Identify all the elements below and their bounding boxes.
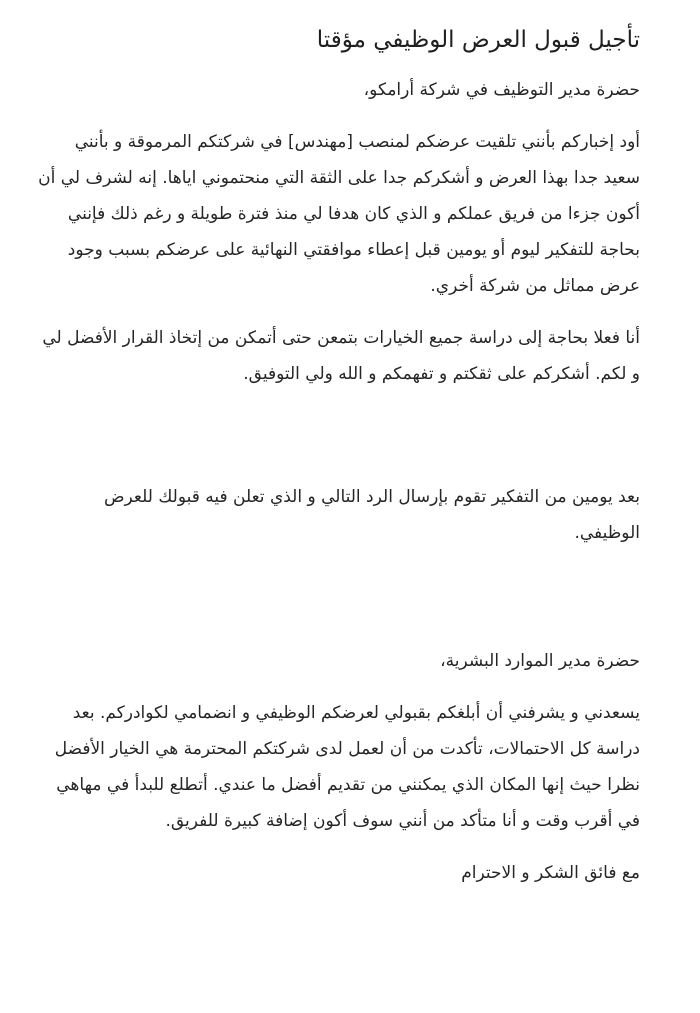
instruction-text: بعد يومين من التفكير تقوم بإرسال الرد التالي و الذي تعلن فيه قبولك للعرض الوظيفي. <box>103 487 640 543</box>
spacer <box>38 408 640 479</box>
letter2-paragraph-1: يسعدني و يشرفني أن أبلغكم بقبولي لعرضكم الوظيفي و انضمامي لكوادركم. بعد دراسة كل الاحتمالات، تأكدت من أن لعمل لدى شركتكم المحترمة هي الخيار الأفضل نظرا حيث إنها المكان الذي يمكنني من تقديم أفضل ما عندي. أتطلع للبدأ في مهاهي في أقرب وقت و أنا متأكد من أنني سوف أكون إضافة كبيرة للفريق. <box>54 703 640 831</box>
spacer <box>38 567 640 643</box>
page-title: تأجيل قبول العرض الوظيفي مؤقتا <box>316 27 640 53</box>
letter2-greeting: حضرة مدير الموارد البشرية، <box>440 651 640 671</box>
letter1-paragraph-1: أود إخباركم بأنني تلقيت عرضكم لمنصب [مهندس] في شركتكم المرموقة و بأنني سعيد جدا بهذا العرض و أشكركم جدا على الثقة التي منحتموني اياها. إنه لشرف لي أن أكون جزءا من فريق عملكم و الذي كان هدفا لي منذ فترة طويلة و رغم ذلك فإنني بحاجة للتفكير ليوم أو يومين قبل إعطاء موافقتي النهائية على عرضكم بسبب وجود عرض مماثل من شركة أخري. <box>38 132 640 296</box>
letter2-closing: مع فائق الشكر و الاحترام <box>461 863 640 883</box>
letter1-greeting: حضرة مدير التوظيف في شركة أرامكو، <box>363 80 640 100</box>
letter1-paragraph-2: أنا فعلا بحاجة إلى دراسة جميع الخيارات بتمعن حتى أتمكن من إتخاذ القرار الأفضل لي و لكم. أشكركم على ثقكتم و تفهمكم و الله ولي التوفيق. <box>42 328 640 384</box>
